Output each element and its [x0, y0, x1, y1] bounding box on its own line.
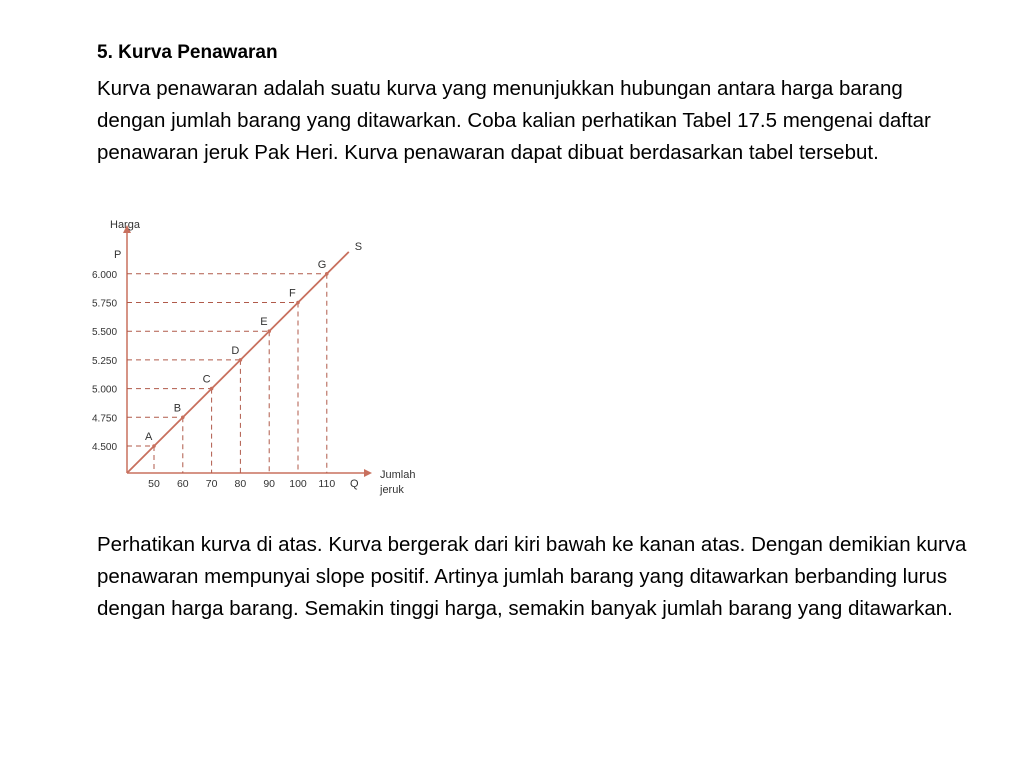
data-point [267, 329, 271, 333]
data-point [296, 301, 300, 305]
explanation-paragraph: Perhatikan kurva di atas. Kurva bergerak dari kiri bawah ke kanan atas. Dengan demikian kurva penawaran mempunyai slope positif. Artinya jumlah barang yang ditawarkan berbanding lurus dengan harga barang. Semakin tinggi harga, semakin banyak jumlah barang yang ditawarkan. [97, 533, 967, 620]
x-tick-label: 60 [176, 478, 189, 490]
point-label: D [231, 344, 240, 357]
section-heading: 5. Kurva Penawaran [97, 42, 278, 63]
x-tick-label: 110 [318, 478, 336, 490]
x-axis-title-line2: jeruk [380, 484, 404, 496]
intro-paragraph: Kurva penawaran adalah suatu kurva yang menunjukkan hubungan antara harga barang dengan jumlah barang yang ditawarkan. Coba kalian perhatikan Tabel 17.5 mengenai daftar penawaran jeruk Pak Heri. Kurva penawaran dapat dibuat berdasarkan tabel tersebut. [97, 77, 931, 164]
chart-labels [110, 219, 415, 496]
y-tick-label: 5.500 [92, 327, 118, 339]
supply-curve-line [127, 252, 349, 473]
point-label: E [260, 316, 268, 329]
x-axis-arrow [364, 469, 372, 477]
point-label: C [202, 373, 211, 386]
y-axis-symbol: P [114, 249, 122, 261]
data-point [181, 416, 185, 420]
x-tick-label: 50 [148, 478, 160, 490]
y-tick-label: 5.750 [92, 298, 118, 310]
y-tick-label: 5.250 [92, 355, 118, 367]
data-point [210, 387, 214, 391]
x-axis-title-line1: Jumlah [380, 469, 416, 481]
point-label: G [317, 258, 327, 271]
point-label: A [145, 431, 153, 443]
x-tick-label: 70 [205, 478, 218, 490]
y-tick-label: 6.000 [92, 269, 118, 281]
y-tick-label: 5.000 [92, 384, 118, 396]
x-axis-symbol: Q [350, 478, 359, 490]
data-point [239, 358, 243, 362]
chart-curve [127, 252, 349, 473]
data-point [152, 444, 156, 448]
x-tick-label: 90 [263, 478, 276, 490]
y-axis-title: Harga [110, 219, 140, 231]
x-tick-label: 100 [289, 478, 307, 490]
x-tick-label: 80 [234, 478, 247, 490]
y-tick-label: 4.750 [92, 413, 118, 425]
point-label: F [289, 287, 296, 300]
y-tick-label: 4.500 [92, 442, 118, 453]
curve-label: S [354, 240, 363, 253]
point-label: B [173, 402, 182, 415]
data-point [325, 272, 329, 276]
supply-curve-chart [82, 210, 442, 510]
